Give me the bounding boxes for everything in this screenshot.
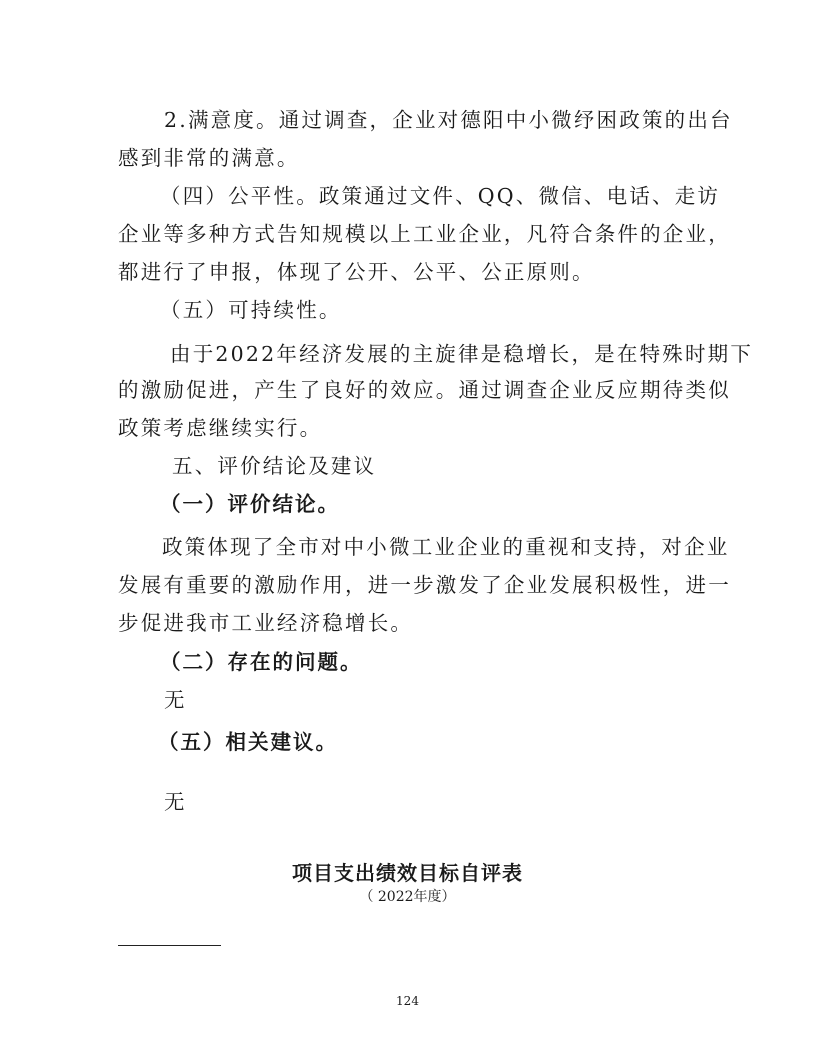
sustainability-paragraph-line-1: 由于2022年经济发展的主旋律是稳增长，是在特殊时期下	[170, 342, 754, 366]
sustainability-paragraph-line-2: 的激励促进，产生了良好的效应。通过调查企业反应期待类似	[118, 378, 731, 402]
conclusion-paragraph-line-2: 发展有重要的激励作用，进一步激发了企业发展积极性，进一	[118, 573, 731, 597]
suggestions-none-text: 无	[164, 790, 187, 814]
page-number: 124	[396, 994, 419, 1008]
sustainability-heading: （五）可持续性。	[160, 298, 342, 322]
related-suggestions-heading: （五）相关建议。	[158, 730, 338, 754]
section-5-heading: 五、评价结论及建议	[172, 454, 377, 478]
sustainability-paragraph-line-3: 政策考虑继续实行。	[118, 416, 323, 440]
evaluation-conclusion-heading: （一）评价结论。	[160, 492, 340, 516]
conclusion-paragraph-line-1: 政策体现了全市对中小微工业企业的重视和支持，对企业	[162, 535, 730, 559]
table-subtitle: （ 2022年度）	[359, 889, 456, 905]
satisfaction-paragraph-line-1: 2.满意度。通过调查，企业对德阳中小微纾困政策的出台	[164, 108, 733, 132]
table-title: 项目支出绩效目标自评表	[292, 861, 523, 885]
fairness-paragraph-line-3: 都进行了申报，体现了公开、公平、公正原则。	[118, 260, 595, 284]
fairness-paragraph-line-2: 企业等多种方式告知规模以上工业企业，凡符合条件的企业，	[118, 222, 731, 246]
existing-problems-heading: （二）存在的问题。	[160, 650, 363, 674]
satisfaction-paragraph-line-2: 感到非常的满意。	[118, 146, 300, 170]
fairness-paragraph-line-1: （四）公平性。政策通过文件、QQ、微信、电话、走访	[160, 184, 721, 208]
problems-none-text: 无	[164, 688, 187, 712]
footnote-divider	[118, 945, 221, 946]
conclusion-paragraph-line-3: 步促进我市工业经济稳增长。	[118, 611, 414, 635]
